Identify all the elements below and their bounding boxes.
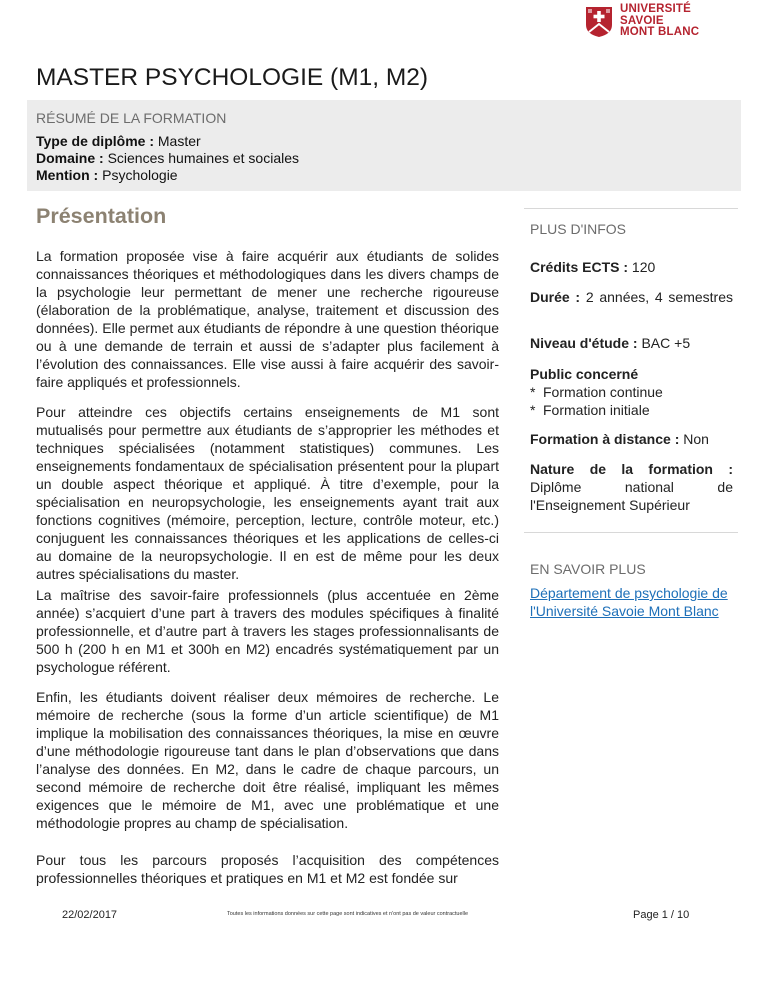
public-item: Formation continue	[543, 384, 663, 400]
summary-label: Domaine :	[36, 150, 104, 166]
distance-label: Formation à distance :	[530, 431, 680, 447]
summary-label: Type de diplôme :	[36, 133, 154, 149]
duree-value: 2 années, 4 semestres	[580, 289, 734, 305]
nature-label: Nature de la formation :	[530, 461, 733, 477]
duree-line	[530, 288, 733, 306]
paragraph-3: La maîtrise des savoir-faire professionnels (plus accentuée en 2ème année) s’acquiert d’une part à travers des modules spécifiques à finalité professionnelle, et d’autre part à travers les stages professionnalisants de 500 h (200 h en M1 et 300h en M2) encadrés systématiquement par un psychologue référent.	[36, 587, 499, 675]
nature-formation	[530, 460, 733, 514]
page-title: MASTER PSYCHOLOGIE (M1, M2)	[36, 64, 429, 91]
summary-row-type	[36, 133, 201, 149]
summary-value: Psychologie	[98, 167, 178, 183]
bullet: *	[530, 402, 536, 418]
duree-label: Durée :	[530, 289, 581, 305]
university-logo[interactable]	[584, 4, 699, 39]
summary-label: Mention :	[36, 167, 99, 183]
en-savoir-plus-heading: EN SAVOIR PLUS	[530, 561, 646, 577]
logo-line-3: MONT BLANC	[620, 26, 700, 38]
sidebar-divider	[524, 532, 738, 533]
credits-ects	[530, 258, 733, 276]
summary-value: Sciences humaines et sociales	[103, 150, 300, 166]
list-item	[530, 401, 733, 419]
departement-link-block	[530, 584, 733, 620]
nature-text	[530, 460, 733, 514]
sidebar-divider	[524, 208, 738, 209]
summary-value: Master	[153, 133, 201, 149]
footer-disclaimer: Toutes les informations données sur cette page sont indicatives et n'ont pas de valeur contractuelle	[227, 911, 469, 917]
public-item: Formation initiale	[543, 402, 650, 418]
public-concerne	[530, 365, 733, 419]
summary-row-mention	[36, 167, 178, 183]
logo-line-2: SAVOIE	[620, 14, 664, 27]
footer-date: 22/02/2017	[62, 909, 118, 921]
plus-infos-heading: PLUS D'INFOS	[530, 221, 627, 237]
niveau-etude	[530, 334, 733, 352]
credits-value: 120	[628, 259, 656, 275]
formation-distance	[530, 430, 733, 448]
presentation-heading: Présentation	[36, 204, 167, 228]
departement-link[interactable]: Département de psychologie de l'Université Savoie Mont Blanc	[530, 585, 728, 619]
logo-line-1: UNIVERSITÉ	[620, 3, 692, 15]
distance-value: Non	[679, 431, 709, 447]
summary-box	[27, 100, 741, 191]
page-number: Page 1 / 10	[633, 909, 690, 921]
logo-wordmark	[620, 4, 699, 39]
paragraph-1: La formation proposée vise à faire acquérir aux étudiants de solides connaissances théoriques et méthodologiques dans les divers champs de la psychologie leur permettant de mener une recherche rigoureuse (élaboration de la problématique, analyse, traitement et discussion des données). Elle permet aux étudiants de répondre à une question théorique ou à une demande de terrain et aussi de s’adapter plus facilement à l’évolution des connaissances. Elle vise aussi à faire acquérir des savoir-faire appliqués et professionnels.	[36, 248, 499, 390]
paragraph-2: Pour atteindre ces objectifs certains enseignements de M1 sont mutualisés pour permettre aux étudiants de s’approprier les méthodes et techniques spécialisées (notamment statistiques) communes. Les enseignements fondamentaux de spécialisation présentent pour la plupart un double aspect théorique et appliqué. À titre d’exemple, pour la spécialisation en neuropsychologie, les enseignements ayant trait aux fonctions cognitives (mémoire, perception, lecture, contrôle moteur, etc.) conjuguent les connaissances théoriques et les applications de celles-ci au domaine de la neuropsychologie. Il en est de même pour les deux autres spécialisations du master.	[36, 404, 499, 582]
list-item	[530, 383, 733, 401]
niveau-label: Niveau d'étude :	[530, 335, 638, 351]
public-label: Public concerné	[530, 366, 639, 382]
duree	[530, 288, 733, 306]
credits-label: Crédits ECTS :	[530, 259, 629, 275]
nature-value: Diplôme national de l'Enseignement Supérieur	[530, 479, 733, 513]
summary-row-domaine	[36, 150, 299, 166]
niveau-value: BAC +5	[637, 335, 691, 351]
paragraph-4: Enfin, les étudiants doivent réaliser deux mémoires de recherche. Le mémoire de recherche (sous la forme d’un article scientifique) de M1 implique la mobilisation des connaissances théoriques, la mise en œuvre d’une méthodologie rigoureuse tant dans le plan d’observations que dans l’analyse des données. En M2, dans le cadre de chaque parcours, un second mémoire de recherche doit être réalisé, impliquant les mêmes exigences que le mémoire de M1, avec une problématique et une méthodologie propres au champ de spécialisation.	[36, 689, 499, 831]
paragraph-5: Pour tous les parcours proposés l’acquisition des compétences professionnelles théoriques et pratiques en M1 et M2 est fondée sur	[36, 852, 499, 886]
summary-heading: RÉSUMÉ DE LA FORMATION	[36, 110, 227, 126]
bullet: *	[530, 384, 536, 400]
crest-icon	[584, 5, 614, 38]
